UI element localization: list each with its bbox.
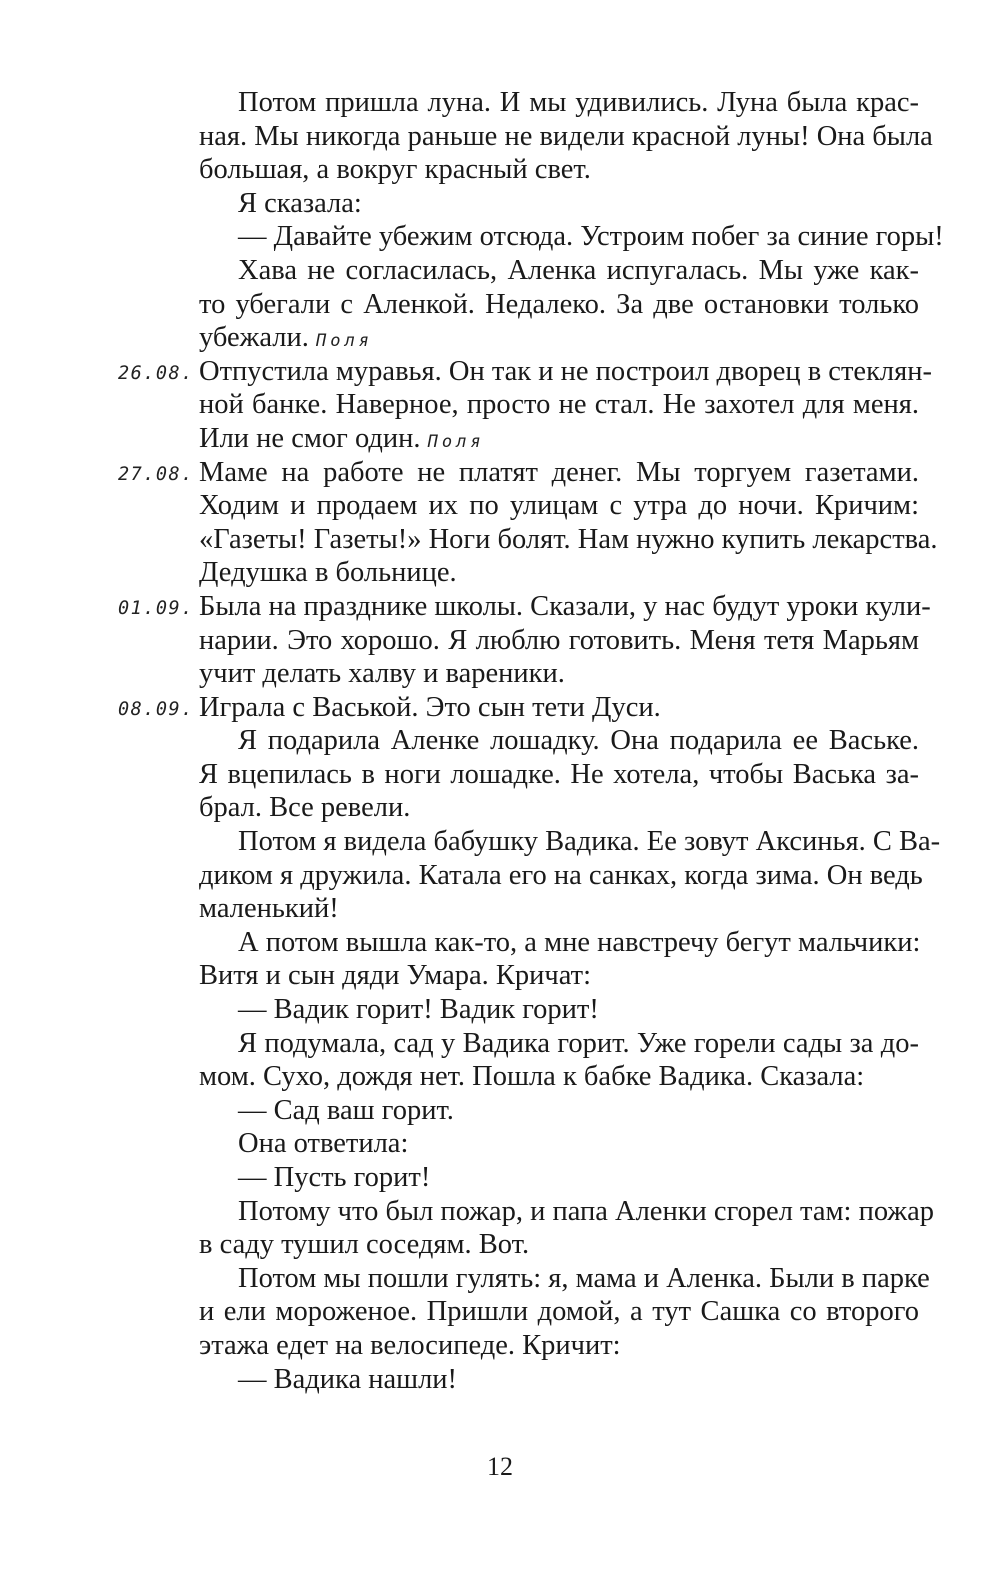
text-line: Дедушка в больнице. [199, 557, 457, 589]
text-line: — Сад ваш горит. [238, 1094, 454, 1126]
text-line: Я вцепилась в ноги лошадке. Не хотела, чтобы Васька за- [199, 758, 919, 790]
text-line [199, 321, 919, 355]
line-text: Или не смог один. [199, 422, 421, 454]
entry-signature: Поля [315, 331, 373, 352]
line-text: Отпустила муравья. Он так и не построил дворец в стеклян- [199, 355, 932, 387]
text-line: и ели мороженое. Пришли домой, а тут Сашка со второго [199, 1296, 919, 1328]
page-text [118, 86, 944, 1396]
text-line: этажа едет на велосипеде. Кричит: [199, 1329, 621, 1361]
text-line: — Вадик горит! Вадик горит! [238, 994, 599, 1026]
text-line: ная. Мы никогда раньше не видели красной луны! Она была [199, 120, 933, 152]
text-line: — Давайте убежим отсюда. Устроим побег за синие горы! [238, 221, 944, 253]
text-line: ной банке. Наверное, просто не стал. Не захотел для меня. [199, 389, 919, 421]
entry-date: 08.09. [118, 698, 194, 720]
text-line [199, 422, 919, 456]
entry-date: 01.09. [118, 597, 194, 619]
text-line: учит делать халву и вареники. [199, 658, 565, 690]
line-text: Была на празднике школы. Сказали, у нас будут уроки кули- [199, 590, 931, 622]
entry-date: 27.08. [118, 463, 194, 485]
text-line: Ходим и продаем их по улицам с утра до ночи. Кричим: [199, 490, 919, 522]
text-line: Витя и сын дяди Умара. Кричат: [199, 960, 592, 992]
entry-signature: Поля [427, 431, 485, 452]
page-number: 12 [487, 1452, 513, 1481]
text-line: А потом вышла как-то, а мне навстречу бегут мальчики: [238, 926, 921, 958]
line-text: Играла с Васькой. Это сын тети Дуси. [199, 691, 661, 723]
text-line: большая, а вокруг красный свет. [199, 154, 591, 186]
text-line: в саду тушил соседям. Вот. [199, 1229, 530, 1261]
text-line: Я подарила Аленке лошадку. Она подарила ее Ваське. [238, 725, 919, 757]
diary-entry-line [118, 590, 931, 624]
text-line: Я подумала, сад у Вадика горит. Уже горели сады за до- [238, 1027, 919, 1059]
text-line: «Газеты! Газеты!» Ноги болят. Нам нужно купить лекарства. [199, 523, 938, 555]
text-line: Потому что был пожар, и папа Аленки сгорел там: пожар [238, 1195, 934, 1227]
text-line: Я сказала: [238, 187, 362, 219]
text-line: то убегали с Аленкой. Недалеко. За две остановки только [199, 288, 919, 320]
diary-entry-line [118, 691, 919, 725]
text-line: — Пусть горит! [238, 1162, 431, 1193]
text-line: Хава не согласилась, Аленка испугалась. Мы уже как- [238, 254, 919, 286]
text-line: Потом пришла луна. И мы удивились. Луна была крас- [238, 87, 919, 118]
entry-date: 26.08. [118, 362, 194, 384]
diary-entry-line [118, 456, 919, 490]
line-text: убежали. [199, 322, 309, 354]
text-line: Потом я видела бабушку Вадика. Ее зовут Аксинья. С Ва- [238, 826, 941, 858]
text-line: брал. Все ревели. [199, 792, 411, 824]
diary-entry-line [118, 355, 932, 389]
text-line: диком я дружила. Катала его на санках, когда зима. Он ведь [199, 859, 923, 891]
text-line: Потом мы пошли гулять: я, мама и Аленка. Были в парке [238, 1262, 930, 1294]
text-line: маленький! [199, 893, 339, 925]
text-line: Она ответила: [238, 1128, 409, 1160]
line-text: Маме на работе не платят денег. Мы торгуем газетами. [199, 456, 919, 488]
text-line: мом. Сухо, дождя нет. Пошла к бабке Вадика. Сказала: [199, 1061, 865, 1093]
text-line: нарии. Это хорошо. Я люблю готовить. Меня тетя Марьям [199, 624, 919, 656]
text-line: — Вадика нашли! [238, 1363, 458, 1395]
